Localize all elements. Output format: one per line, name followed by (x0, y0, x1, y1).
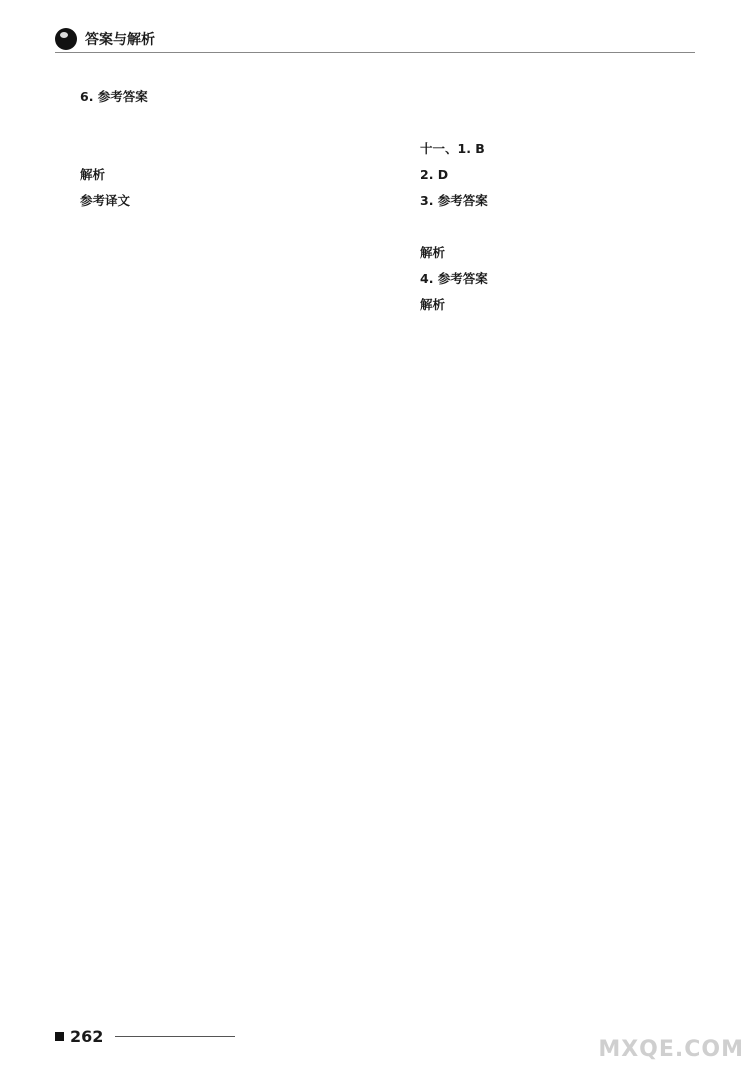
page-number: 262 (70, 1027, 104, 1046)
left-column-paragraph (55, 216, 365, 238)
answer-label: 十一、1. B (420, 141, 485, 156)
right-column-paragraph (395, 216, 705, 238)
left-column-paragraph (55, 164, 365, 186)
right-column-paragraph (395, 294, 705, 316)
left-column-paragraph (55, 138, 365, 160)
answer-label: 参考译文 (80, 193, 131, 208)
site-watermark: MXQE.COM (598, 1037, 744, 1062)
right-column-paragraph (395, 112, 705, 134)
header-rule (55, 52, 695, 53)
book-logo-icon (55, 28, 77, 50)
answer-label: 解析 (420, 297, 446, 312)
right-column-paragraph (395, 242, 705, 264)
right-column (395, 60, 705, 1020)
page-header (55, 28, 155, 50)
page-footer (55, 1027, 235, 1046)
right-column-paragraph (395, 164, 705, 186)
left-column-paragraph (55, 60, 365, 82)
left-column-paragraph (55, 190, 365, 212)
right-column-paragraph (395, 190, 705, 212)
left-column (55, 60, 365, 1020)
answer-label: 解析 (80, 167, 106, 182)
answer-label: 解析 (420, 245, 446, 260)
answer-label: 2. D (420, 167, 449, 182)
answer-label: 3. 参考答案 (420, 193, 488, 208)
right-column-paragraph (395, 268, 705, 290)
right-column-paragraph (395, 86, 705, 108)
footer-rule (115, 1036, 235, 1037)
footer-square-icon (55, 1032, 64, 1041)
answer-label: 4. 参考答案 (420, 271, 488, 286)
section-title: 答案与解析 (85, 32, 155, 48)
left-column-paragraph (55, 112, 365, 134)
answer-label: 6. 参考答案 (80, 89, 148, 104)
left-column-paragraph (55, 242, 365, 264)
right-column-paragraph (395, 138, 705, 160)
right-column-paragraph (395, 60, 705, 82)
left-column-paragraph (55, 86, 365, 108)
